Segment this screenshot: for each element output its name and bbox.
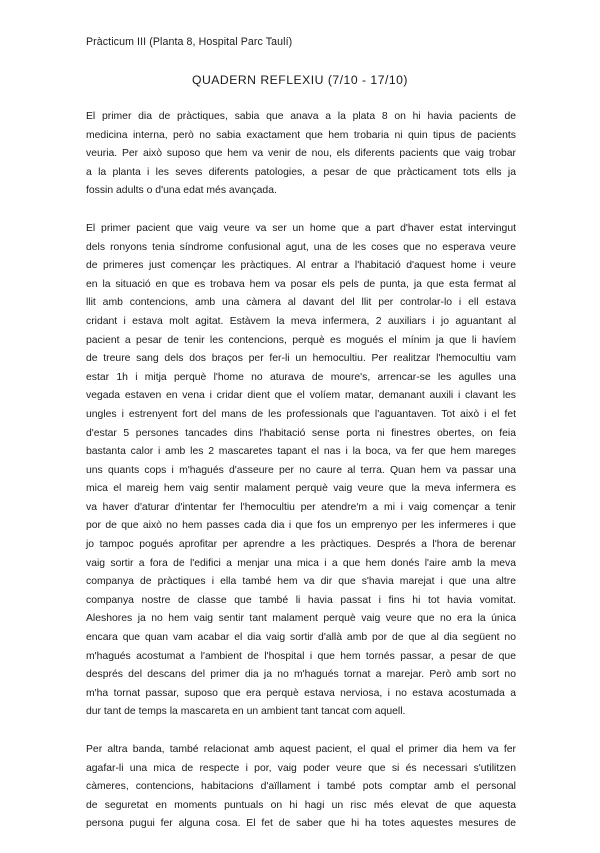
- text-line: jo tampoc pogués aprofitar per aprendre a les pràctiques. Després a l'hora de berenar: [86, 539, 516, 551]
- text-line: en la situació en que es trobava hem va posar els pels de punta, ja que esta fermat al: [86, 278, 516, 290]
- text-line: de seguretat en moments puntuals on hi hagi un risc més elevat de que aquesta: [86, 799, 516, 811]
- text-line: agafar-li una mica de respecte i por, vaig poder veure que si és necessari s'utilitzen: [86, 762, 516, 774]
- text-line: de primeres just començar les pràctiques. Al entrar a l'habitació d'aquest home i veure: [86, 260, 516, 272]
- text-line: por de que això no hem passes cada dia i que fos un emprenyo per les infermeres i que: [86, 520, 516, 532]
- document-title: QUADERN REFLEXIU (7/10 - 17/10): [192, 73, 408, 87]
- text-line: vaig sortir a fora de l'edifici a menjar una mica i a que hem donés l'aire amb la meva: [86, 557, 516, 569]
- text-line: companya nostre de classe que també li havia passat i fins hi tot havia vomitat.: [86, 594, 516, 606]
- text-line: El primer dia de pràctiques, sabia que anava a la plata 8 on hi havia pacients de: [86, 111, 516, 122]
- paragraph: [86, 220, 516, 722]
- text-line: va haver d'aturar d'intentar fer l'hemocultiu per atendre'm a mi i vaig començar a tenir: [86, 501, 516, 513]
- text-line: veuria. Per això suposo que hem va venir de nou, els diferents pacients que vaig trobar: [86, 148, 516, 160]
- text-line: càmeres, contencions, habitacions d'aïllament i també pots comptar amb el personal: [86, 781, 516, 793]
- text-line: cridant i estava molt agitat. Estàvem la meva infermera, 2 auxiliars i jo aguantant al: [86, 315, 516, 327]
- text-line: fossin adults o d'una edat més avançada.: [86, 185, 277, 197]
- text-line: de treure sang dels dos braços per fer-li un hemocultiu. Per realitzar l'hemocultiu vam: [86, 353, 516, 365]
- text-line: després del descans del primer dia ja no m'hagués tornat a marejar. Però amb sort no: [86, 669, 516, 681]
- text-line: dels ronyons tenia síndrome confusional agut, una de les coses que no esperava veure: [86, 241, 516, 253]
- paragraph: [86, 741, 516, 834]
- text-line: m'hagués acostumat a l'ambient de l'hospital i que hem tornés passar, a pesar de que: [86, 650, 516, 662]
- text-line: El primer pacient que vaig veure va ser un home que a part d'haver estat intervingut: [86, 222, 516, 234]
- text-line: vegada estaven en vena i cridar dient que el volíem matar, demanant auxili i clavant les: [86, 390, 516, 402]
- text-line: medicina interna, però no sabia exactament que hem trobaria ni quin tipus de pacients: [86, 129, 516, 141]
- text-line: encara que quan vam acabar el dia vaig sortir d'allà amb por de que al dia següent no: [86, 632, 516, 644]
- page-header: Pràcticum III (Planta 8, Hospital Parc Taulí): [86, 36, 293, 48]
- text-line: Aleshores ja no hem vaig sentir tant malament perquè vaig veure que no era la única: [86, 613, 516, 625]
- text-line: dur tant de temps la mascareta en un ambient tant tancat com aquell.: [86, 706, 406, 718]
- text-line: a la planta i les seves diferents patologies, a pesar de que pràcticament tots ells ja: [86, 166, 516, 178]
- text-line: uns quants cops i m'hagués d'asseure per no caure al terra. Quan hem va passar una: [86, 464, 516, 476]
- document-body: [86, 108, 516, 853]
- text-line: bastanta calor i amb les 2 mascaretes tapant el nas i la boca, va fer que hem mareges: [86, 446, 516, 458]
- text-line: pacient a pesar de tenir les contencions, perquè es mogués el mínim ja que li havíem: [86, 334, 516, 346]
- text-line: companya de pràctiques i ella també hem va dir que s'havia marejat i que una altre: [86, 576, 516, 588]
- text-line: persona pugui fer alguna cosa. El fet de saber que hi ha totes aquestes mesures de: [86, 818, 516, 830]
- text-line: ungles i estrenyent fort del mans de les professionals que l'aguantaven. Tot això i el fet: [86, 408, 516, 420]
- text-line: mica el mareig hem vaig sentir malament perquè vaig veure que la meva infermera es: [86, 483, 516, 495]
- text-line: m'ha tornat passar, suposo que era perquè estava nerviosa, i no estava acostumada a: [86, 687, 516, 699]
- paragraph: [86, 108, 516, 201]
- text-line: d'estar 5 persones tancades dins l'habitació sense porta ni finestres obertes, on feia: [86, 427, 516, 439]
- text-line: Per altra banda, també relacionat amb aquest pacient, el qual el primer dia hem va fer: [86, 744, 516, 755]
- text-line: llit amb contencions, amb una càmera al davant del llit per controlar-lo i ell estava: [86, 297, 516, 309]
- text-line: estar 1h i mitja perquè l'home no aturava de moure's, arrencar-se les agulles una: [86, 371, 516, 383]
